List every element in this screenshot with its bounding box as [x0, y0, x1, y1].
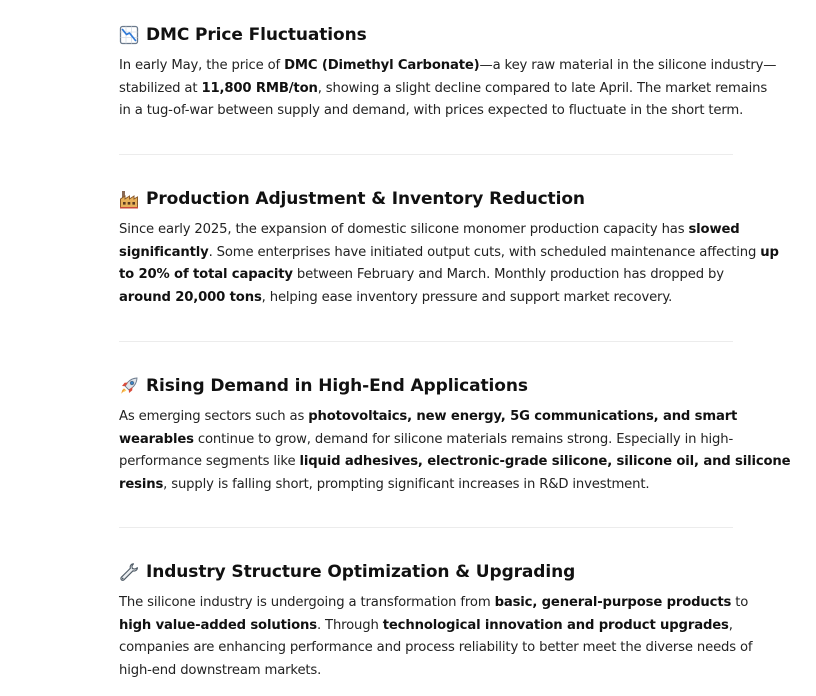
section-heading — [119, 186, 733, 212]
divider — [119, 154, 733, 155]
emphasis-text: DMC (Dimethyl Carbonate) — [284, 58, 480, 73]
section-paragraph — [119, 55, 777, 123]
emphasis-text: 11,800 RMB/ton — [201, 80, 318, 96]
emphasis-text: wearables — [119, 431, 194, 447]
body-text: continue to grow, demand for silicone materials remains strong. Especially in high- — [193, 431, 734, 447]
section-structure-upgrading — [119, 559, 753, 682]
rocket-icon — [119, 376, 139, 396]
section-production-adjustment — [119, 186, 779, 309]
body-text: In early May, the price of — [119, 58, 285, 73]
body-text: , helping ease inventory pressure and support market recovery. — [261, 289, 673, 305]
section-heading — [119, 22, 733, 48]
emphasis-text: photovoltaics, new energy, 5G communications, and smart — [308, 409, 738, 424]
emphasis-text: technological innovation and product upgrades — [382, 617, 729, 633]
body-text: . Through — [316, 617, 383, 633]
emphasis-text: around 20,000 tons — [119, 289, 262, 305]
section-dmc-price — [119, 22, 777, 123]
chart-decreasing-icon — [119, 25, 139, 45]
body-text: —a key raw material in the silicone industry— — [479, 58, 777, 73]
divider — [119, 341, 733, 342]
body-text: companies are enhancing performance and process reliability to better meet the diverse needs of — [119, 640, 753, 655]
emphasis-text: significantly — [119, 244, 209, 260]
emphasis-text: liquid adhesives, electronic-grade silicone, silicone oil, and silicone — [299, 454, 791, 469]
emphasis-text: up — [760, 244, 779, 260]
emphasis-text: basic, general-purpose products — [494, 595, 732, 610]
section-title: Industry Structure Optimization & Upgrading — [146, 562, 576, 582]
section-paragraph — [119, 406, 791, 496]
body-text: , showing a slight decline compared to late April. The market remains — [317, 80, 768, 96]
body-text: between February and March. Monthly production has dropped by — [292, 267, 724, 282]
body-text: stabilized at — [119, 80, 202, 96]
section-paragraph — [119, 592, 753, 682]
emphasis-text: slowed — [688, 222, 740, 237]
body-text: As emerging sectors such as — [119, 409, 309, 424]
emphasis-text: resins — [119, 476, 164, 492]
section-title: DMC Price Fluctuations — [146, 25, 367, 45]
section-paragraph — [119, 219, 779, 309]
body-text: Since early 2025, the expansion of domestic silicone monomer production capacity has — [119, 222, 689, 237]
body-text: in a tug-of-war between supply and demand, with prices expected to fluctuate in the short term. — [119, 103, 744, 118]
section-high-end-demand — [119, 373, 791, 496]
body-text: to — [731, 595, 749, 610]
divider — [119, 527, 733, 528]
body-text: performance segments like — [119, 454, 300, 469]
factory-icon — [119, 189, 139, 209]
body-text: The silicone industry is undergoing a transformation from — [119, 595, 495, 610]
section-title: Production Adjustment & Inventory Reduction — [146, 189, 585, 209]
body-text: , supply is falling short, prompting significant increases in R&D investment. — [163, 476, 650, 492]
body-text: . Some enterprises have initiated output cuts, with scheduled maintenance affecting — [208, 244, 761, 260]
body-text: high-end downstream markets. — [119, 662, 322, 678]
body-text: , — [728, 617, 733, 633]
section-title: Rising Demand in High-End Applications — [146, 376, 528, 396]
section-heading — [119, 373, 733, 399]
emphasis-text: high value-added solutions — [119, 617, 317, 633]
emphasis-text: to 20% of total capacity — [119, 267, 293, 282]
section-heading — [119, 559, 733, 585]
wrench-icon — [119, 562, 139, 582]
